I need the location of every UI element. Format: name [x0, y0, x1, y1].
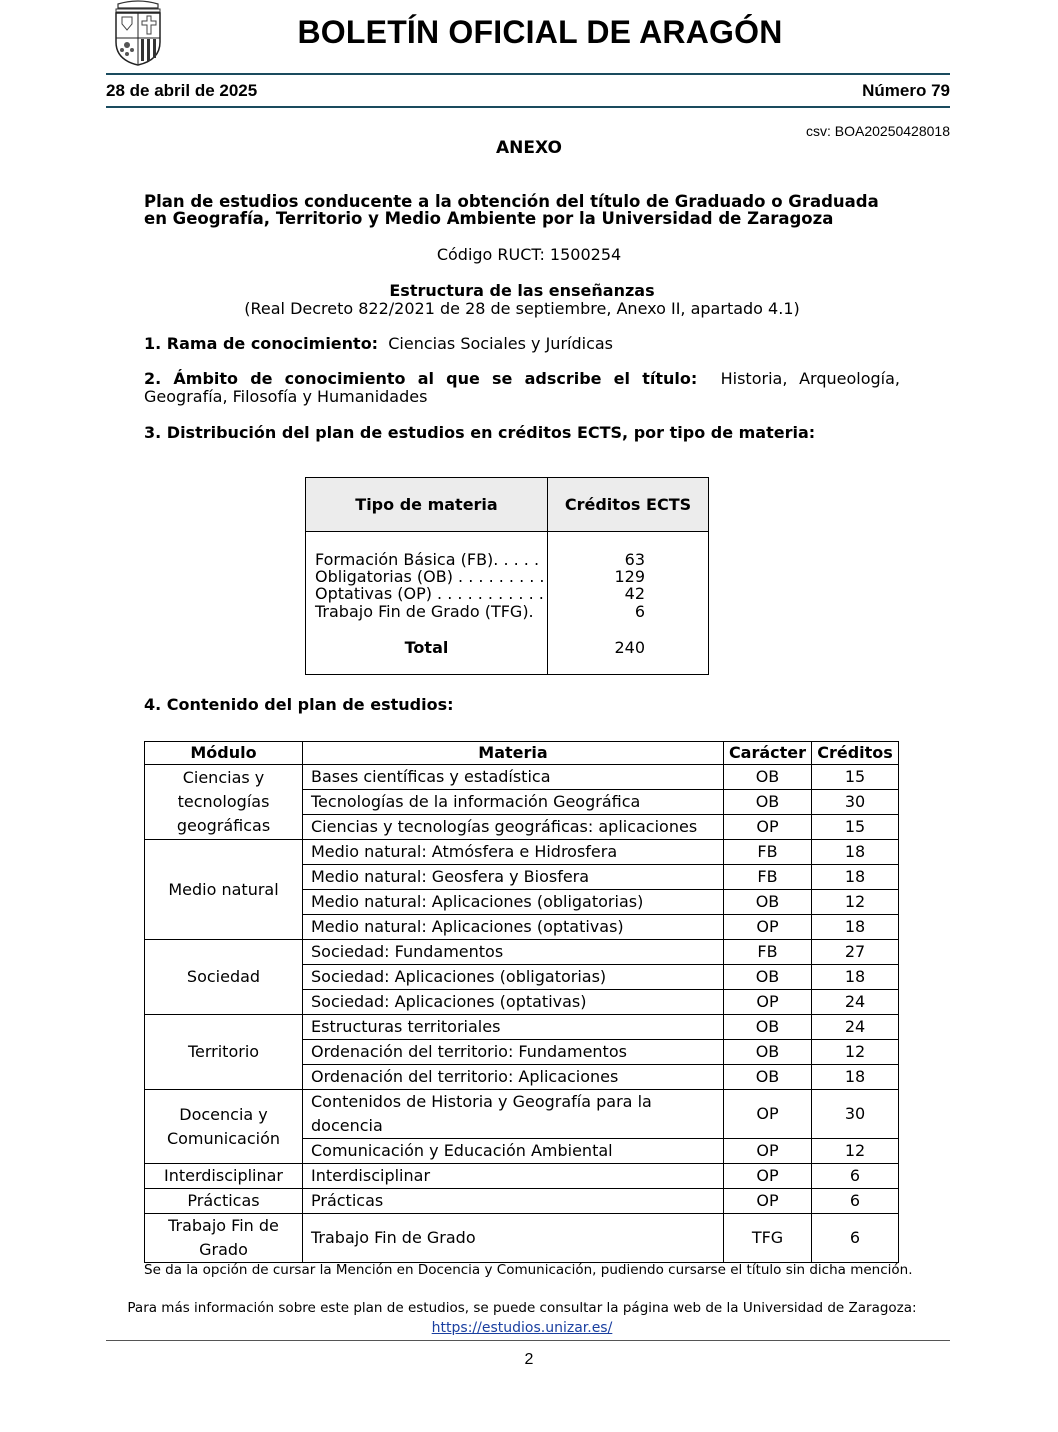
- credits-cell: 18: [812, 840, 899, 865]
- credits-cell: 24: [812, 990, 899, 1015]
- subject-cell: Bases científicas y estadística: [303, 765, 724, 790]
- character-cell: OB: [724, 890, 812, 915]
- more-info-text: Para más información sobre este plan de estudios, se puede consultar la página web de la Universidad de Zaragoza:: [127, 1300, 917, 1316]
- module-cell: Sociedad: [145, 940, 303, 1015]
- character-cell: OB: [724, 765, 812, 790]
- table-row: [145, 1164, 899, 1189]
- ects-row-label: Obligatorias (OB) . . . . . . . . .: [315, 567, 545, 586]
- credits-cell: 15: [812, 815, 899, 840]
- subject-cell: Sociedad: Aplicaciones (optativas): [303, 990, 724, 1015]
- table-row: [145, 1214, 899, 1263]
- subject-cell: Medio natural: Aplicaciones (optativas): [303, 915, 724, 940]
- section-3-heading: 3. Distribución del plan de estudios en créditos ECTS, por tipo de materia:: [144, 423, 816, 442]
- subject-cell: Ciencias y tecnologías geográficas: aplicaciones: [303, 815, 724, 840]
- header-rule-bottom: [106, 106, 950, 108]
- content-table-body: [145, 765, 899, 1263]
- credits-cell: 6: [812, 1214, 899, 1263]
- module-cell: Prácticas: [145, 1189, 303, 1214]
- character-cell: OP: [724, 1090, 812, 1139]
- section-4-heading: 4. Contenido del plan de estudios:: [144, 695, 454, 714]
- subject-cell: Ordenación del territorio: Fundamentos: [303, 1040, 724, 1065]
- section-2-value: Historia, Arqueología, Geografía, Filosofía y Humanidades: [144, 369, 900, 406]
- publication-date: 28 de abril de 2025: [106, 81, 258, 100]
- section-2-label: 2. Ámbito de conocimiento al que se adscribe el título:: [144, 369, 698, 388]
- ects-total-label: Total: [404, 638, 449, 657]
- ects-row-value: 63: [624, 550, 645, 569]
- university-link[interactable]: https://estudios.unizar.es/: [431, 1320, 613, 1336]
- ects-row-value: 129: [614, 567, 645, 586]
- ects-table: [305, 477, 709, 675]
- ects-row-label: Formación Básica (FB). . . . .: [315, 550, 540, 569]
- ects-row-label: Optativas (OP) . . . . . . . . . . .: [315, 584, 544, 603]
- col-character: Carácter: [724, 742, 812, 765]
- credits-cell: 6: [812, 1189, 899, 1214]
- table-row: [145, 765, 899, 790]
- subject-cell: Trabajo Fin de Grado: [303, 1214, 724, 1263]
- module-cell: Ciencias y tecnologías geográficas: [145, 765, 303, 840]
- structure-heading: [0, 282, 1044, 318]
- content-table: [144, 741, 899, 1263]
- section-1: [144, 335, 900, 353]
- character-cell: OP: [724, 1189, 812, 1214]
- credits-cell: 6: [812, 1164, 899, 1189]
- subject-cell: Estructuras territoriales: [303, 1015, 724, 1040]
- character-cell: OP: [724, 1164, 812, 1189]
- credits-cell: 30: [812, 790, 899, 815]
- col-subject: Materia: [303, 742, 724, 765]
- credits-cell: 18: [812, 915, 899, 940]
- character-cell: OP: [724, 915, 812, 940]
- credits-cell: 30: [812, 1090, 899, 1139]
- character-cell: OB: [724, 1065, 812, 1090]
- annex-heading: ANEXO: [496, 138, 562, 158]
- issue-number: Número 79: [862, 81, 950, 100]
- module-cell: Interdisciplinar: [145, 1164, 303, 1189]
- table-row: [145, 1090, 899, 1139]
- ects-col-type: Tipo de materia: [355, 495, 498, 514]
- mention-note: Se da la opción de cursar la Mención en Docencia y Comunicación, pudiendo cursarse el título sin dicha mención.: [144, 1262, 913, 1278]
- structure-title: Estructura de las enseñanzas: [389, 281, 655, 300]
- credits-cell: 24: [812, 1015, 899, 1040]
- footer-rule: [106, 1340, 950, 1341]
- character-cell: OB: [724, 965, 812, 990]
- subject-cell: Medio natural: Aplicaciones (obligatorias): [303, 890, 724, 915]
- ects-col-credits: Créditos ECTS: [564, 495, 692, 514]
- credits-cell: 18: [812, 865, 899, 890]
- table-row: [145, 1015, 899, 1040]
- character-cell: OP: [724, 990, 812, 1015]
- header-rule: [106, 73, 950, 75]
- subject-cell: Prácticas: [303, 1189, 724, 1214]
- credits-cell: 27: [812, 940, 899, 965]
- credits-cell: 18: [812, 965, 899, 990]
- character-cell: FB: [724, 840, 812, 865]
- col-credits: Créditos: [812, 742, 899, 765]
- subject-cell: Tecnologías de la información Geográfica: [303, 790, 724, 815]
- ects-total-value: 240: [614, 638, 645, 657]
- subject-cell: Medio natural: Atmósfera e Hidrosfera: [303, 840, 724, 865]
- credits-cell: 12: [812, 890, 899, 915]
- character-cell: FB: [724, 940, 812, 965]
- subject-cell: Comunicación y Educación Ambiental: [303, 1139, 724, 1164]
- subject-cell: Interdisciplinar: [303, 1164, 724, 1189]
- character-cell: OP: [724, 815, 812, 840]
- section-1-value: Ciencias Sociales y Jurídicas: [388, 334, 613, 353]
- character-cell: OP: [724, 1139, 812, 1164]
- module-cell: Trabajo Fin de Grado: [145, 1214, 303, 1263]
- credits-cell: 18: [812, 1065, 899, 1090]
- table-row: [145, 1189, 899, 1214]
- structure-subtitle: (Real Decreto 822/2021 de 28 de septiembre, Anexo II, apartado 4.1): [244, 299, 800, 318]
- subject-cell: Ordenación del territorio: Aplicaciones: [303, 1065, 724, 1090]
- subject-cell: Sociedad: Fundamentos: [303, 940, 724, 965]
- csv-code: csv: BOA20250428018: [806, 123, 950, 139]
- ects-row-value: 42: [624, 584, 645, 603]
- ruct-code: Código RUCT: 1500254: [436, 245, 622, 264]
- subject-cell: Contenidos de Historia y Geografía para la docencia: [303, 1090, 724, 1139]
- character-cell: FB: [724, 865, 812, 890]
- character-cell: OB: [724, 790, 812, 815]
- subject-cell: Medio natural: Geosfera y Biosfera: [303, 865, 724, 890]
- subject-cell: Sociedad: Aplicaciones (obligatorias): [303, 965, 724, 990]
- col-module: Módulo: [145, 742, 303, 765]
- table-row: [145, 840, 899, 865]
- module-cell: Territorio: [145, 1015, 303, 1090]
- credits-cell: 12: [812, 1040, 899, 1065]
- credits-cell: 15: [812, 765, 899, 790]
- credits-cell: 12: [812, 1139, 899, 1164]
- gazette-title: BOLETÍN OFICIAL DE ARAGÓN: [297, 14, 783, 50]
- module-cell: Medio natural: [145, 840, 303, 940]
- ects-row-value: 6: [634, 602, 645, 621]
- character-cell: TFG: [724, 1214, 812, 1263]
- section-2: [144, 370, 900, 406]
- ects-row-label: Trabajo Fin de Grado (TFG).: [315, 602, 534, 621]
- section-1-label: 1. Rama de conocimiento:: [144, 334, 379, 353]
- content-table-header: [145, 742, 899, 765]
- page-number: 2: [524, 1351, 534, 1368]
- character-cell: OB: [724, 1015, 812, 1040]
- character-cell: OB: [724, 1040, 812, 1065]
- table-row: [145, 940, 899, 965]
- aragon-coat-of-arms-icon: [110, 0, 166, 66]
- module-cell: Docencia y Comunicación: [145, 1090, 303, 1164]
- plan-title: Plan de estudios conducente a la obtención del título de Graduado o Graduada en Geografía, Territorio y Medio Ambiente por la Universidad de Zaragoza: [144, 192, 879, 228]
